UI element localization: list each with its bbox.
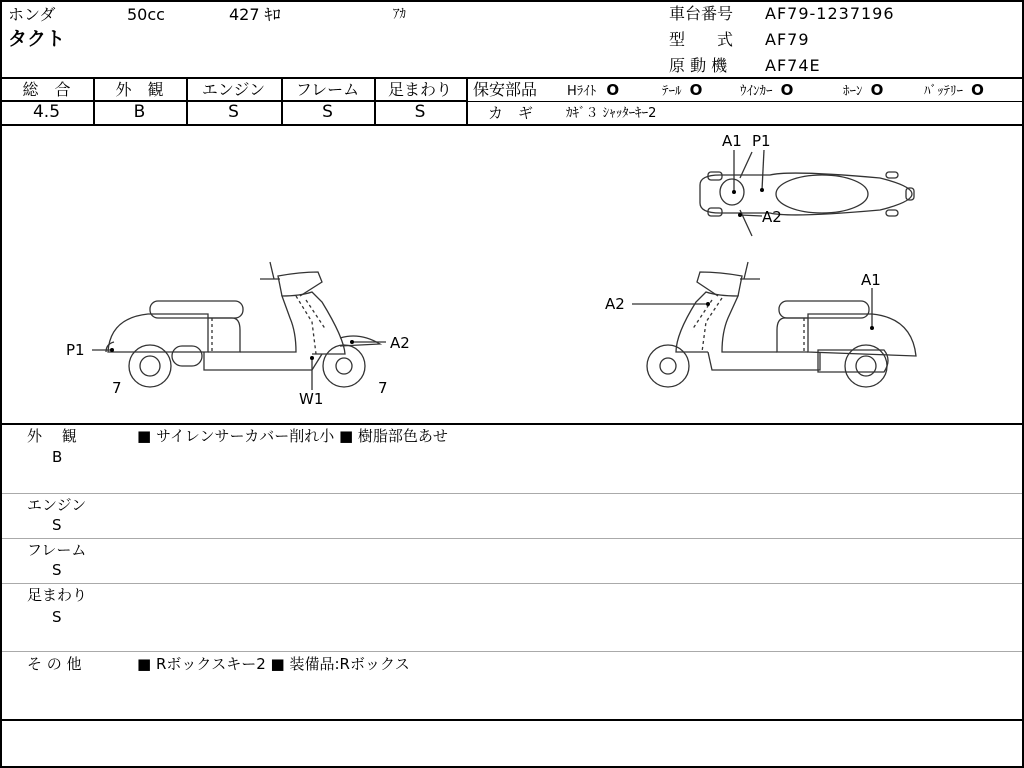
circle-mark: O — [971, 81, 984, 99]
damage-diagram — [0, 126, 1024, 422]
key-label: カ ギ — [488, 104, 534, 122]
divider — [0, 423, 1022, 425]
key-value: ｶｷﾞ３ ｼｬｯﾀｰｷｰ2 — [566, 106, 657, 121]
damage-dot — [706, 302, 710, 306]
divider — [2, 583, 1022, 584]
suspension-grade-label: 足まわり — [387, 80, 452, 99]
color: ｱｶ — [393, 7, 406, 22]
note-label-suspension: 足まわり — [27, 586, 88, 604]
damage-label: A2 — [605, 295, 625, 313]
model-name: タクト — [8, 28, 66, 50]
damage-label: A1 — [861, 271, 881, 289]
overall-grade: 4.5 — [32, 102, 61, 122]
damage-dot — [732, 190, 736, 194]
divider — [2, 538, 1022, 539]
divider — [0, 719, 1022, 721]
overall-label: 総 合 — [22, 80, 71, 99]
type-label: 型 式 — [669, 30, 734, 49]
damage-label: P1 — [752, 132, 771, 150]
note-label-other: そ の 他 — [27, 655, 82, 673]
safety-item-tail — [662, 83, 702, 98]
frame-grade-label: フレーム — [295, 80, 360, 99]
damage-dot — [350, 340, 354, 344]
displacement: 50cc — [127, 5, 165, 24]
safety-item-winker — [740, 83, 793, 98]
safety-item-name: ｳｲﾝｶｰ — [740, 84, 773, 99]
scooter-left-view — [106, 262, 380, 387]
damage-dot — [760, 188, 764, 192]
note-grade-engine: S — [52, 516, 62, 534]
safety-item-headlight — [567, 83, 619, 98]
mileage: 427 ｷﾛ — [229, 5, 281, 24]
engine-value: AF74E — [765, 56, 821, 75]
exterior-grade: B — [133, 102, 146, 122]
safety-item-name: Hﾗｲﾄ — [567, 84, 597, 99]
damage-label: P1 — [66, 341, 85, 359]
note-label-frame: フレーム — [27, 541, 87, 559]
safety-item-name: ﾊﾞｯﾃﾘｰ — [924, 84, 963, 99]
engine-grade: S — [228, 102, 239, 122]
maker: ホンダ — [8, 5, 56, 24]
frame-no: AF79-1237196 — [765, 4, 895, 23]
divider — [467, 101, 1022, 102]
note-text-exterior: ■ サイレンサーカバー削れ小 ■ 樹脂部色あせ — [137, 427, 448, 445]
circle-mark: O — [780, 81, 794, 99]
damage-dot — [870, 326, 874, 330]
note-label-engine: エンジン — [27, 496, 87, 514]
suspension-grade: S — [414, 102, 426, 122]
divider — [0, 77, 1022, 79]
note-grade-frame: S — [52, 561, 62, 579]
safety-item-battery — [924, 83, 984, 98]
frame-grade: S — [322, 102, 333, 122]
divider — [2, 651, 1022, 652]
engine-label: 原 動 機 — [669, 56, 728, 75]
frame-no-label: 車台番号 — [669, 4, 734, 23]
safety-item-horn — [843, 83, 883, 98]
scooter-top-view — [700, 152, 914, 236]
circle-mark: O — [870, 81, 884, 99]
damage-label: A1 — [722, 132, 742, 150]
leader-line — [762, 150, 764, 190]
note-grade-exterior: B — [52, 448, 63, 466]
safety-item-name: ﾎｰﾝ — [843, 84, 863, 99]
damage-dot — [738, 213, 742, 217]
safety-label: 保安部品 — [473, 80, 538, 99]
tire-label: 7 — [112, 379, 122, 397]
damage-label: A2 — [762, 208, 782, 226]
note-grade-suspension: S — [52, 608, 62, 626]
damage-dot — [310, 356, 314, 360]
divider — [2, 493, 1022, 494]
damage-label: A2 — [390, 334, 410, 352]
note-text-other: ■ Rボックスキー2 ■ 装備品:Rボックス — [137, 655, 410, 673]
exterior-label: 外 観 — [115, 80, 164, 99]
circle-mark: O — [689, 81, 703, 99]
damage-dot — [110, 348, 114, 352]
safety-item-name: ﾃｰﾙ — [662, 84, 682, 99]
circle-mark: O — [606, 81, 620, 99]
note-label-exterior: 外 観 — [27, 427, 77, 445]
tire-label: 7 — [378, 379, 388, 397]
type-value: AF79 — [765, 30, 810, 49]
damage-label: W1 — [299, 390, 324, 408]
engine-grade-label: エンジン — [201, 80, 266, 99]
